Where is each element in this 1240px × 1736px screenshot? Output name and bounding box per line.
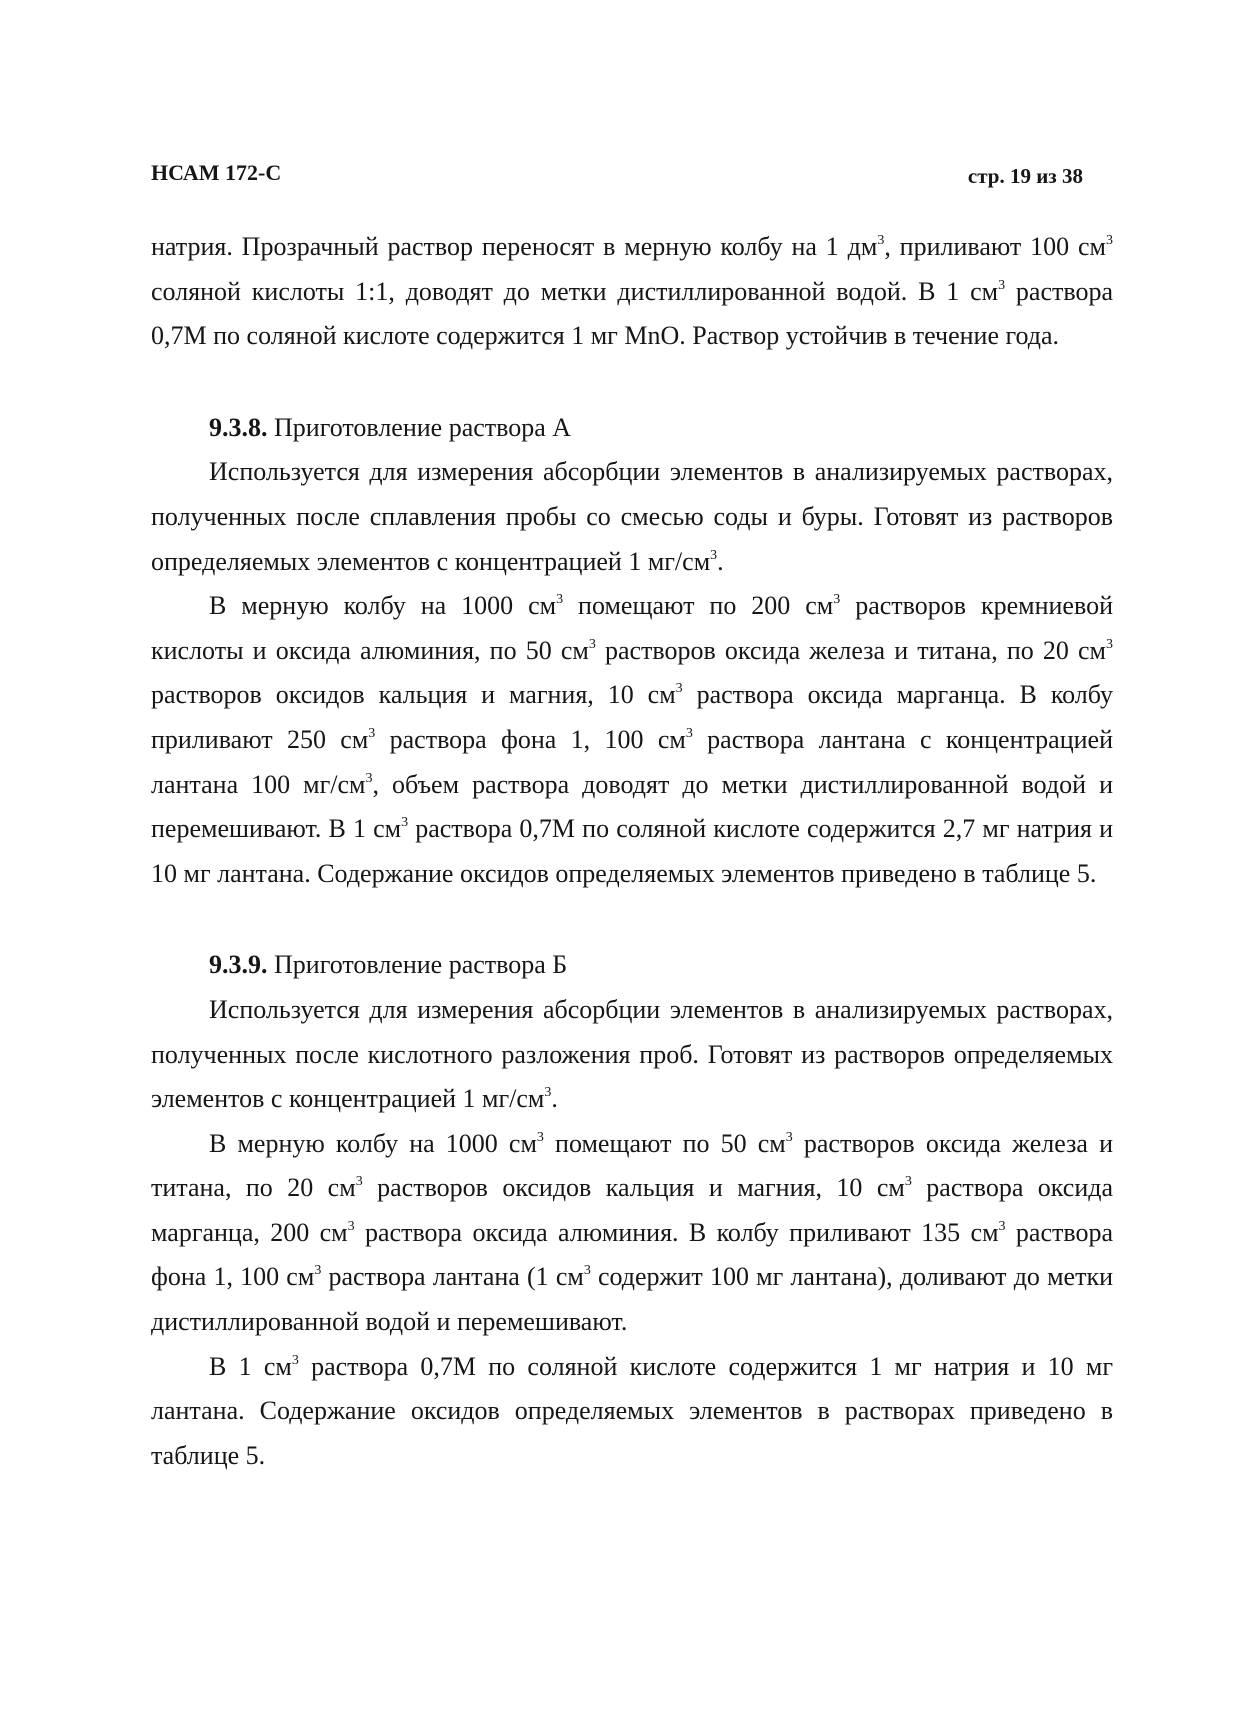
continuation-paragraph: натрия. Прозрачный раствор переносят в мерную колбу на 1 $дм^3$, приливают 100 $см^3$ соляной кислоты 1:1, доводят до метки дистиллированной водой. В 1 $см^3$ раствора 0,7М по соляной кислоте содержится 1 мг MnO. Раствор устойчив в течение года. [151,232,1113,351]
document-body [151,225,1113,1478]
section-title: Приготовление раствора Б [274,950,568,980]
document-code: НСАМ 172-С [151,160,282,185]
paragraph: В мерную колбу на 1000 $см^3$ помещают по 200 $см^3$ растворов кремниевой кислоты и оксида алюминия, по 50 $см^3$ растворов оксида железа и титана, по 20 $см^3$ растворов оксидов кальция и магния, 10 $см^3$ раствора оксида марганца. В колбу приливают 250 $см^3$ раствора фона 1, 100 $см^3$ раствора лантана с концентрацией лантана 100 $мг/см^3$, объем раствора доводят до метки дистиллированной водой и перемешивают. В 1 $см^3$ раствора 0,7М по соляной кислоте содержится 2,7 мг натрия и 10 мг лантана. Содержание оксидов определяемых элементов приведено в таблице 5. [151,591,1114,888]
section-heading-9-3-8 [151,406,1113,451]
paragraph: В 1 $см^3$ раствора 0,7М по соляной кислоте содержится 1 мг натрия и 10 мг лантана. Содержание оксидов определяемых элементов в растворах приведено в таблице 5. [151,1351,1113,1470]
section-number: 9.3.9. [209,950,268,980]
section-heading-9-3-9 [151,943,1113,988]
section-title: Приготовление раствора А [274,412,572,442]
paragraph: Используется для измерения абсорбции элементов в анализируемых растворах, полученных после сплавления пробы со смесью соды и буры. Готовят из растворов определяемых элементов с концентрацией 1 $мг/см^3$. [151,457,1113,576]
section-number: 9.3.8. [209,412,268,442]
paragraph: В мерную колбу на 1000 $см^3$ помещают по 50 $см^3$ растворов оксида железа и титана, по 20 $см^3$ растворов оксидов кальция и магния, 10 $см^3$ раствора оксида марганца, 200 $см^3$ раствора оксида алюминия. В колбу приливают 135 $см^3$ раствора фона 1, 100 $см^3$ раствора лантана (1 $см^3$ содержит 100 мг лантана), доливают до метки дистиллированной водой и перемешивают. [151,1128,1114,1337]
paragraph: Используется для измерения абсорбции элементов в анализируемых растворах, полученных после кислотного разложения проб. Готовят из растворов определяемых элементов с концентрацией 1 $мг/см^3$. [151,994,1113,1114]
page-number: стр. 19 из 38 [967,164,1083,188]
